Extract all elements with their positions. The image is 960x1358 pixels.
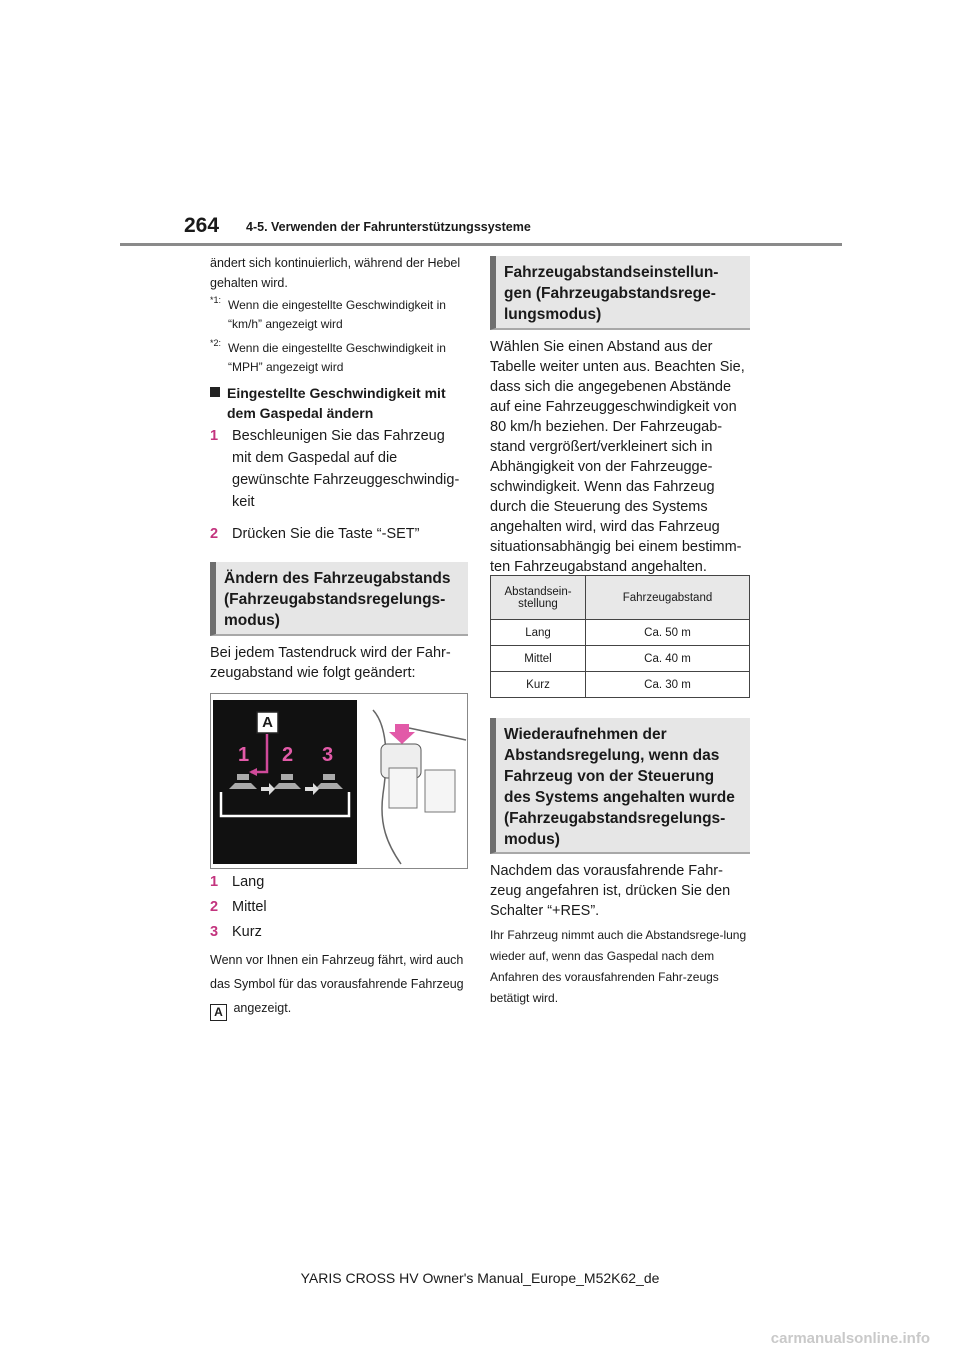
step-text: Beschleunigen Sie das Fahrzeug mit dem Gaspedal auf die gewünschte Fahrzeuggeschwindig-keit [232,428,460,510]
table-cell: Kurz [491,672,586,698]
footnote [210,339,468,377]
footnote-mark: *2: [210,338,222,348]
distance-table [490,575,750,698]
table-cell: Mittel [491,646,586,672]
table-header-row [491,576,750,620]
symbol-a-icon: A [210,1004,227,1021]
subheading-text: Eingestellte Geschwindigkeit mit dem Gaspedal ändern [227,385,446,421]
footnote-mark: *1: [210,295,222,305]
resume-text: Nachdem das vorausfahrende Fahr-zeug angefahren ist, drücken Sie den Schalter “+RES”. [490,863,731,919]
note-text: Wenn vor Ihnen ein Fahrzeug fährt, wird auch das Symbol für das vorausfahrende Fahrzeug [210,953,464,991]
press-arrow-icon [395,724,409,732]
legend-number: 3 [210,924,219,940]
legend-item [210,896,468,918]
figure-num-2: 2 [282,744,294,766]
square-bullet-icon [210,387,220,397]
resume-note: Ihr Fahrzeug nimmt auch die Abstandsrege-lung wieder auf, wenn das Gaspedal nach dem Anfahren des vorausfahrenden Fahr-zeugs betätigt wird. [490,928,747,1005]
section-box-distance-change: Ändern des Fahrzeugabstands (Fahrzeugabstandsregelungs-modus) [210,562,468,636]
footnote-list [210,296,468,377]
section-box-distance-settings: Fahrzeugabstandseinstellun-gen (Fahrzeugabstandsrege-lungsmodus) [490,256,750,330]
settings-text: Wählen Sie einen Abstand aus der Tabelle weiter unten aus. Beachten Sie, dass sich die angegebenen Abstände auf eine Fahrzeuggeschwindigkeit von 80 km/h beziehen. Der Fahrzeugab-stand vergrößert/verkleinert sich in Abhängigkeit von der Fahrzeugge-schwindigkeit. Wenn das Fahrzeug durch die Steuerung des Systems angehalten wird, wird das Fahrzeug situationsabhängig bei einem bestimm-ten Fahrzeugabstand angehalten. [490,339,745,575]
table-cell: Ca. 30 m [586,672,750,698]
legend-item [210,871,468,893]
figure-num-3: 3 [322,744,334,766]
legend-number: 2 [210,899,219,915]
footnote-text: Wenn die eingestellte Geschwindigkeit in “MPH” angezeigt wird [228,341,446,374]
step-number: 2 [210,526,219,542]
step-number: 1 [210,428,219,444]
legend-text: Mittel [232,899,267,915]
header-rule [120,243,842,246]
meter-display-panel [213,700,357,864]
legend-item [210,921,468,943]
note-text-end: angezeigt. [233,1001,292,1015]
table-row [491,646,750,672]
table-cell: Ca. 40 m [586,646,750,672]
table-header: Fahrzeugabstand [586,576,750,620]
legend-number: 1 [210,874,219,890]
legend-text: Lang [232,874,265,890]
step-list [210,425,468,545]
table-cell: Ca. 50 m [586,620,750,646]
box-text: Bei jedem Tastendruck wird der Fahr-zeugabstand wie folgt geändert: [210,645,451,681]
step-text: Drücken Sie die Taste “-SET” [232,526,420,542]
section-title: 4-5. Verwenden der Fahrunterstützungssysteme [246,220,531,234]
legend-list [210,871,468,943]
intro-text: ändert sich kontinuierlich, während der Hebel gehalten wird. [210,256,461,290]
table-cell: Lang [491,620,586,646]
subheading [210,383,468,423]
vehicle-note [210,948,468,1021]
figure-num-1: 1 [238,744,250,766]
table-header: Abstandsein-stellung [491,576,586,620]
figure-label-a: A [262,714,273,731]
legend-text: Kurz [232,924,262,940]
table-row [491,672,750,698]
distance-illustration [210,693,468,869]
table-row [491,620,750,646]
footer-text: YARIS CROSS HV Owner's Manual_Europe_M52K62_de [300,1270,660,1286]
section-box-resume: Wiederaufnehmen der Abstandsregelung, wenn das Fahrzeug von der Steuerung des Systems angehalten wurde (Fahrzeugabstandsregelungs-modus) [490,718,750,854]
step-item [210,523,468,545]
watermark: carmanualsonline.info [770,1330,930,1347]
footnote [210,296,468,334]
footnote-text: Wenn die eingestellte Geschwindigkeit in “km/h” angezeigt wird [228,298,446,331]
step-item [210,425,468,513]
page-number: 264 [184,214,220,237]
